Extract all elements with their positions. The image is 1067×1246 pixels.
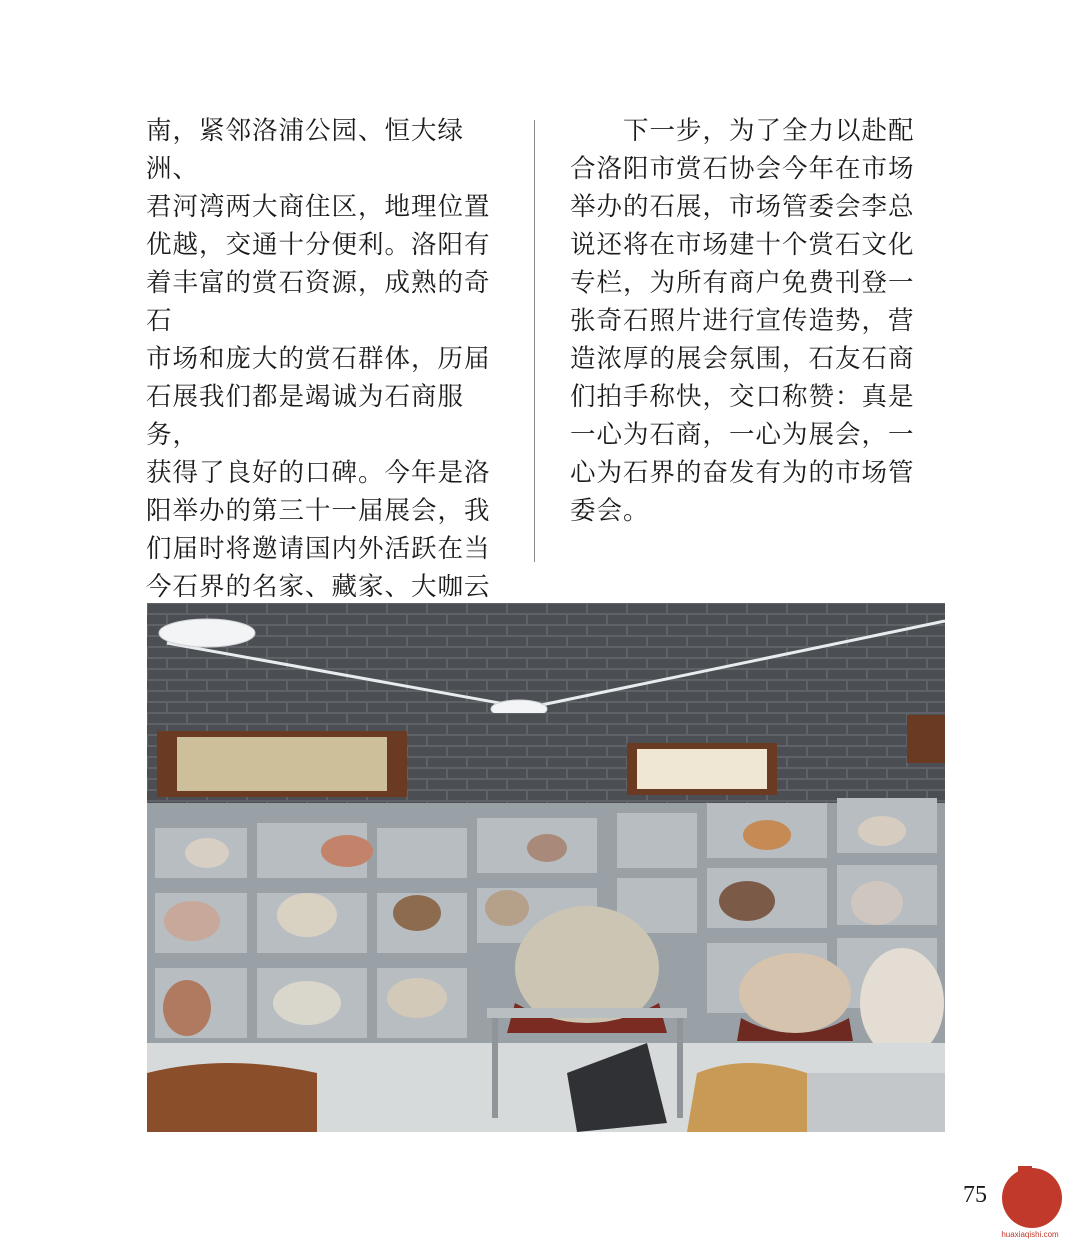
page-number: 75: [963, 1182, 987, 1208]
article-right-column: 下一步，为了全力以赴配 合洛阳市赏石协会今年在市场 举办的石展，市场管委会李总 说还将在市场建十个赏石文化 专栏，为所有商户免费刊登一 张奇石照片进行宣传造势，营 造浓厚的展会氛围，石友石商 们拍手称快，交口称赞：真是 一心为石商，一心为展会，一 心为石界的奋发有为的市场管 委会。: [570, 116, 915, 526]
column-divider: [534, 120, 535, 562]
huaxia-qishi-logo: [998, 1160, 1066, 1236]
article-left-column: 南，紧邻洛浦公园、恒大绿洲、 君河湾两大商住区，地理位置 优越，交通十分便利。洛阳有 着丰富的赏石资源，成熟的奇石 市场和庞大的赏石群体，历届 石展我们都是竭诚为石商服务， 获得了良好的口碑。今年是洛 阳举办的第三十一届展会，我 们届时将邀请国内外活跃在当 今石界的名家、藏家、大咖云: [146, 116, 491, 602]
watermark-url: huaxiaqishi.com: [1001, 1230, 1059, 1239]
stone-gallery-photo: [147, 603, 945, 1132]
